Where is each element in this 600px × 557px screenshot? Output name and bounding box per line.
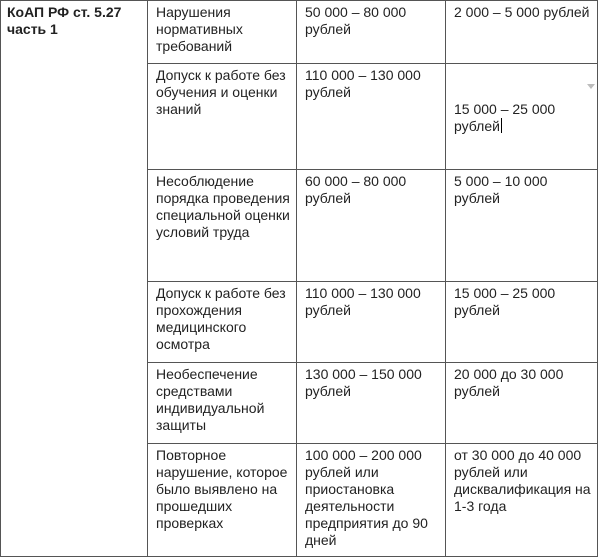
violation-cell[interactable]: Допуск к работе без обучения и оценки знаний	[148, 64, 297, 170]
fine-official-cell[interactable]: 20 000 до 30 000 рублей	[446, 363, 598, 444]
fine-org-cell[interactable]: 100 000 – 200 000 рублей или приостановка деятельности предприятия до 90 дней	[297, 444, 446, 557]
text-cursor	[501, 118, 502, 133]
fine-org-cell[interactable]: 110 000 – 130 000 рублей	[297, 282, 446, 363]
violation-cell[interactable]: Допуск к работе без прохождения медицинского осмотра	[148, 282, 297, 363]
article-label-cell[interactable]: КоАП РФ ст. 5.27 часть 1	[1, 1, 148, 557]
violation-cell[interactable]: Несоблюдение порядка проведения специальной оценки условий труда	[148, 170, 297, 282]
fine-org-cell[interactable]: 50 000 – 80 000 рублей	[297, 1, 446, 64]
fine-org-cell[interactable]: 110 000 – 130 000 рублей	[297, 64, 446, 170]
violation-cell[interactable]: Повторное нарушение, которое было выявлено на прошедших проверках	[148, 444, 297, 557]
active-cell-content	[454, 84, 591, 152]
violation-cell[interactable]: Необеспечение средствами индивидуальной защиты	[148, 363, 297, 444]
fine-official-cell[interactable]: 2 000 – 5 000 рублей	[446, 1, 598, 64]
fine-official-cell-active[interactable]	[446, 64, 598, 170]
dropdown-arrow-icon[interactable]	[587, 84, 595, 89]
fine-org-cell[interactable]: 60 000 – 80 000 рублей	[297, 170, 446, 282]
fine-official-cell[interactable]: 15 000 – 25 000 рублей	[446, 282, 598, 363]
fine-org-cell[interactable]: 130 000 – 150 000 рублей	[297, 363, 446, 444]
fine-official-cell[interactable]: от 30 000 до 40 000 рублей или дисквалификация на 1-3 года	[446, 444, 598, 557]
table-row	[1, 1, 598, 64]
fine-official-cell[interactable]: 5 000 – 10 000 рублей	[446, 170, 598, 282]
violation-cell[interactable]: Нарушения нормативных требований	[148, 1, 297, 64]
fine-official-text: 15 000 – 25 000 рублей	[454, 101, 556, 134]
